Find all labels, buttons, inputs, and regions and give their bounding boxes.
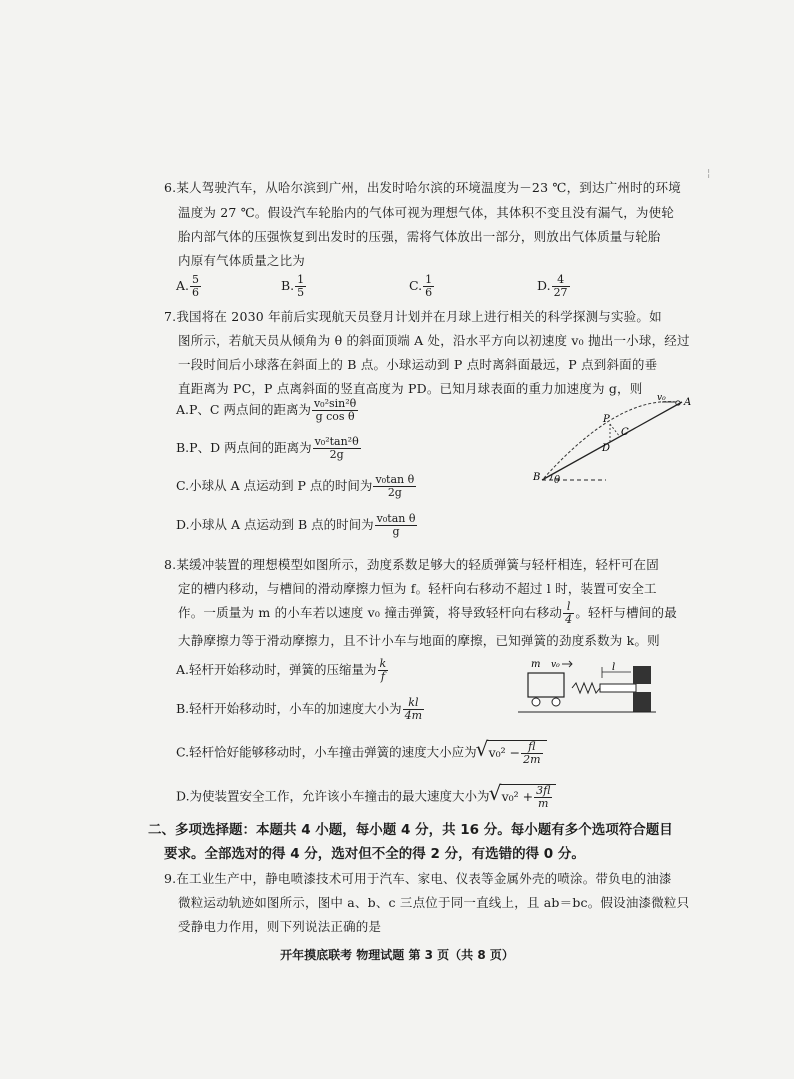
q8-line-1: 8.某缓冲装置的理想模型如图所示，劲度系数足够大的轻质弹簧与轻杆相连，轻杆可在固 [164, 557, 659, 572]
light-rod [600, 684, 636, 692]
q6-line-1: 6.某人驾驶汽车，从哈尔滨到广州，出发时哈尔滨的环境温度为－23 ℃，到达广州时的环境 [164, 180, 681, 195]
q9-line-1: 9.在工业生产中，静电喷漆技术可用于汽车、家电、仪表等金属外壳的喷涂。带负电的油漆 [164, 871, 672, 886]
q7-line-4: 直距离为 PC，P 点离斜面的竖直高度为 PD。已知月球表面的重力加速度为 g，则 [178, 381, 643, 396]
section-2-line-1: 二、多项选择题：本题共 4 小题，每小题 4 分，共 16 分。每小题有多个选项符合题目 [148, 822, 673, 838]
q7-line-1: 7.我国将在 2030 年前后实现航天员登月计划并在月球上进行相关的科学探测与实验。如 [164, 309, 662, 324]
cart-wheel-right [552, 698, 560, 706]
label-l: l [612, 662, 616, 673]
q8-line-2: 定的槽内移动，与槽间的滑动摩擦力恒为 f。轻杆向右移动不超过 l 时，装置可安全工 [178, 581, 657, 596]
label-m: m [531, 659, 541, 670]
label-d: D [602, 443, 611, 454]
q8-option-b: B.轻杆开始移动时，小车的加速度大小为 $\frac{kl}{4m}$ [176, 696, 423, 722]
q7-line-3: 一段时间后小球落在斜面上的 B 点。小球运动到 P 点时离斜面最远，P 点到斜面的垂 [178, 357, 658, 372]
segment-pc [610, 424, 620, 437]
cart-body [528, 673, 564, 697]
q6-line-4: 内原有气体质量之比为 [178, 253, 306, 268]
q6-option-c: C. $\frac{1}{6}$ [409, 273, 433, 299]
label-b: B [533, 472, 541, 483]
q9-line-3: 受静电力作用，则下列说法正确的是 [178, 919, 382, 934]
slot-top [633, 666, 651, 684]
q6-line-3: 胎内部气体的压强恢复到出发时的压强，需将气体放出一部分，则放出气体质量与轮胎 [178, 229, 661, 244]
q8-option-c: C.轻杆恰好能够移动时，小车撞击弹簧的速度大小应为√ v₀² − $\frac{fl}{2m}$ [176, 740, 547, 766]
label-v0-8: v₀ [551, 660, 560, 670]
q8-line-4: 大静摩擦力等于滑动摩擦力，且不计小车与地面的摩擦，已知弹簧的劲度系数为 k。则 [178, 633, 660, 648]
label-theta: θ [554, 475, 561, 486]
incline-projectile-figure [530, 388, 710, 498]
q6-option-d: D. $\frac{4}{27}$ [537, 273, 568, 299]
q8-line-3: 作。一质量为 m 的小车若以速度 v₀ 撞击弹簧，将导致轻杆向右移动 $\frac{l}{4}$ 。轻杆与槽间的最 [178, 600, 677, 626]
label-v0: v₀ [657, 393, 666, 403]
scan-mark: ¦ [707, 168, 711, 179]
trajectory-curve [544, 402, 676, 478]
q6-line-2: 温度为 27 ℃。假设汽车轮胎内的气体可视为理想气体，其体积不变且没有漏气，为使轮 [178, 205, 675, 220]
section-2-line-2: 要求。全部选对的得 4 分，选对但不全的得 2 分，有选错的得 0 分。 [164, 846, 585, 862]
label-p: P [603, 414, 610, 425]
q7-option-d: D.小球从 A 点运动到 B 点的时间为 $\frac{\text{v₀tan θ}}{g}$ [176, 512, 416, 538]
buffer-device-figure [518, 656, 658, 716]
spring [572, 683, 600, 693]
q8-option-a: A.轻杆开始移动时，弹簧的压缩量为 $\frac{k}{f}$ [176, 657, 387, 683]
q7-option-a: A.P、C 两点间的距离为 $\frac{\text{v₀²sin²θ}}{\text{g cos θ}}$ [176, 397, 357, 423]
q6-option-a: A. $\frac{5}{6}$ [176, 273, 200, 299]
page-footer: 开年摸底联考 物理试题 第 3 页（共 8 页） [280, 948, 514, 962]
label-c: C [621, 427, 629, 438]
slot-bottom [633, 692, 651, 712]
q7-line-2: 图所示，若航天员从倾角为 θ 的斜面顶端 A 处，沿水平方向以初速度 v₀ 抛出一小球，经过 [178, 333, 690, 348]
label-a: A [684, 397, 692, 408]
q7-option-b: B.P、D 两点间的距离为 $\frac{\text{v₀²tan²θ}}{2g}$ [176, 435, 359, 461]
q7-option-c: C.小球从 A 点运动到 P 点的时间为 $\frac{\text{v₀tan θ}}{2g}$ [176, 473, 415, 499]
q6-option-b: B. $\frac{1}{5}$ [281, 273, 305, 299]
q8-option-d: D.为使装置安全工作，允许该小车撞击的最大速度大小为√ v₀² + $\frac{3fl}{m}$ [176, 784, 556, 810]
q9-line-2: 微粒运动轨迹如图所示，图中 a、b、c 三点位于同一直线上，且 ab＝bc。假设油漆微粒只 [178, 895, 690, 910]
cart-wheel-left [532, 698, 540, 706]
incline-line [542, 402, 682, 480]
